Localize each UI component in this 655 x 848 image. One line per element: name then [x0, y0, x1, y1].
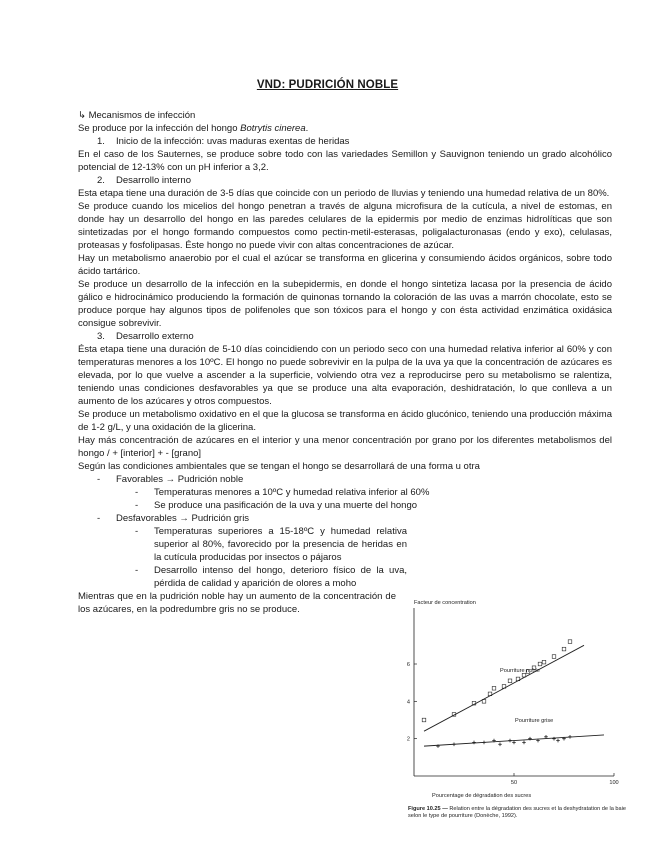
x-axis-label: Pourcentage de dégradation des sucres: [432, 793, 532, 799]
step-2-heading: [78, 174, 612, 187]
data-point-noble: [562, 647, 566, 651]
favorable-item: [78, 499, 612, 512]
conditions-intro: Según las condiciones ambientales que se tengan el hongo se desarrollará de una forma u otra: [78, 461, 480, 472]
data-point-grise: [452, 742, 456, 746]
dash-marker: -: [135, 487, 139, 498]
favorable-item-text: Se produce una pasificación de la uva y una muerte del hongo: [154, 500, 418, 511]
data-point-grise: [568, 735, 572, 739]
chart-marks: [407, 640, 619, 786]
dash-marker: -: [97, 513, 101, 524]
step-2-paragraph: Se produce cuando los micelios del hongo penetran a través de alguna microfisura de la cutícula, a nivel de estomas, en donde hay un desarrollo del hongo en las paredes celulares de la epidermis por medio de enzimas hidrolíticas que son sintetizadas por el hongo formando compuestos como pectin-metil-esterasas, poligalacturonasas (endo y exo), celulasas, proteasas y fosfolipasas. Éste hongo no puede vivir con altas concentraciones de azúcar.: [78, 201, 612, 251]
unfavorable-item: [78, 564, 407, 590]
dash-marker: -: [135, 526, 139, 537]
step-1-text: En el caso de los Sauternes, se produce sobre todo con las variedades Semillon y Sauvignon teniendo un grado alcohólico potencial de 12-13% con un pH inferior a 3,2.: [78, 149, 612, 173]
step-3-paragraph: Hay más concentración de azúcares en el interior y una menor concentración por grano por los diferentes metabolismos del hongo / + [interior] + - [grano]: [78, 435, 612, 459]
data-point-noble: [552, 655, 556, 659]
unfavorable-item-text: Desarrollo intenso del hongo, deterioro físico de la uva, pérdida de calidad y aparición de olores a moho: [154, 565, 407, 589]
intro-paragraph: [78, 122, 612, 135]
data-point-grise: [552, 737, 556, 741]
dash-marker: -: [135, 500, 139, 511]
data-point-grise: [498, 742, 502, 746]
figure-caption: [408, 806, 633, 820]
step-2-label: Desarrollo interno: [116, 175, 191, 186]
step-3-paragraph: Se produce un metabolismo oxidativo en el que la glucosa se transforma en ácido glucónico, teniendo una producción máxima de 1-2 g/L, y una oxidación de la glicerina.: [78, 409, 612, 433]
data-point-noble: [568, 640, 572, 644]
y-axis-label: Facteur de concentration: [414, 600, 476, 606]
favorable-heading: [78, 473, 612, 486]
step-2-paragraph: Se produce un desarrollo de la infección en la subepidermis, en donde el hongo sintetiza lacasa por la presencia de ácido gálico e hidrocinámico produciendo la formación de quinonas tornando la coloración de las uvas a marrón chocolate, esto se produce porque hay algunos tipos de polifenoles que son tóxicos para el hongo y con ésta actividad enzimática oxidásica consigue sobrevivir.: [78, 279, 612, 329]
dash-marker: -: [97, 474, 101, 485]
species-name: Botrytis cinerea: [240, 123, 306, 134]
step-3-number: 3.: [97, 331, 105, 342]
favorable-item-text: Temperaturas menores a 10ºC y humedad relativa inferior al 60%: [154, 487, 430, 498]
sugar-concentration-chart: [400, 590, 630, 830]
dash-marker: -: [135, 565, 139, 576]
data-point-grise: [472, 741, 476, 745]
trend-line: [424, 735, 604, 746]
figure-caption-text: Relation entre la dégradation des sucres et la deshydratation de la baie selon le type de pourriture (Donèche, 1992).: [408, 806, 626, 819]
data-point-noble: [492, 686, 496, 690]
step-1-label: Inicio de la infección: uvas maduras exentas de heridas: [116, 136, 350, 147]
page-title: VND: PUDRICIÓN NOBLE: [256, 79, 399, 91]
data-point-noble: [422, 718, 426, 722]
x-tick-label: 100: [609, 780, 619, 786]
favorable-item: [78, 486, 612, 499]
y-tick-label: 2: [406, 736, 410, 743]
step-1-number: 1.: [97, 136, 105, 147]
figure-caption-label: Figure 10.25 —: [408, 806, 450, 812]
unfavorable-heading: [78, 512, 612, 525]
intro-prefix: Se produce por la infección del hongo: [78, 123, 241, 134]
y-tick-label: 4: [406, 699, 410, 706]
data-point-grise: [508, 739, 512, 743]
series-label-grise: Pourriture grise: [515, 718, 554, 724]
unfavorable-item-text: Temperaturas superiores a 15-18ºC y humedad relativa superior al 80%, favorecido por la presencia de heridas en la cutícula producidas por insectos o pájaros: [154, 526, 407, 563]
step-1-heading: [78, 135, 612, 148]
data-point-grise: [522, 741, 526, 745]
y-tick-label: 6: [406, 662, 410, 668]
step-3-paragraph: Ésta etapa tiene una duración de 5-10 días coincidiendo con un periodo seco con una humedad relativa inferior al 60% y con temperaturas menores a los 10ºC. El hongo no puede sobrevivir en la pulpa de la uva ya que la concentración de azúcares es elevada, por lo que vuelve a ascender a la superficie, volviendo otra vez a reproducirse pero su metabolismo se ralentiza, teniendo unas condiciones desfavorables ya que se produce una alta evaporación, deshidratación, lo que conlleva a un aumento de los azúcares y otros compuestos.: [78, 344, 612, 407]
step-2-paragraph: Esta etapa tiene una duración de 3-5 días que coincide con un periodo de lluvias y teniendo una humedad relativa de un 80%.: [78, 188, 610, 199]
series-label-noble: Pourriture noble: [500, 668, 540, 674]
step-3-label: Desarrollo externo: [116, 331, 194, 342]
data-point-grise: [556, 739, 560, 743]
data-point-noble: [508, 679, 512, 683]
x-tick-label: 50: [510, 780, 518, 786]
unfavorable-item: [78, 525, 407, 564]
data-point-grise: [512, 741, 516, 745]
closing-paragraph: Mientras que en la pudrición noble hay un aumento de la concentración de los azúcares, en la podredumbre gris no se produce.: [78, 591, 396, 615]
favorable-label: Favorables → Pudrición noble: [116, 474, 244, 485]
intro-suffix: .: [305, 123, 309, 134]
data-point-noble: [542, 660, 546, 664]
section-heading: ↳ Mecanismos de infección: [78, 110, 196, 121]
data-point-noble: [538, 662, 542, 666]
step-2-paragraph: Hay un metabolismo anaerobio por el cual el azúcar se transforma en glicerina y consumiendo ácidos orgánicos, sobre todo ácido tartárico.: [78, 253, 612, 277]
unfavorable-label: Desfavorables → Pudrición gris: [116, 513, 250, 524]
data-point-grise: [482, 741, 486, 745]
step-3-heading: [78, 330, 612, 343]
document-body: [78, 109, 612, 616]
step-2-number: 2.: [97, 175, 105, 186]
